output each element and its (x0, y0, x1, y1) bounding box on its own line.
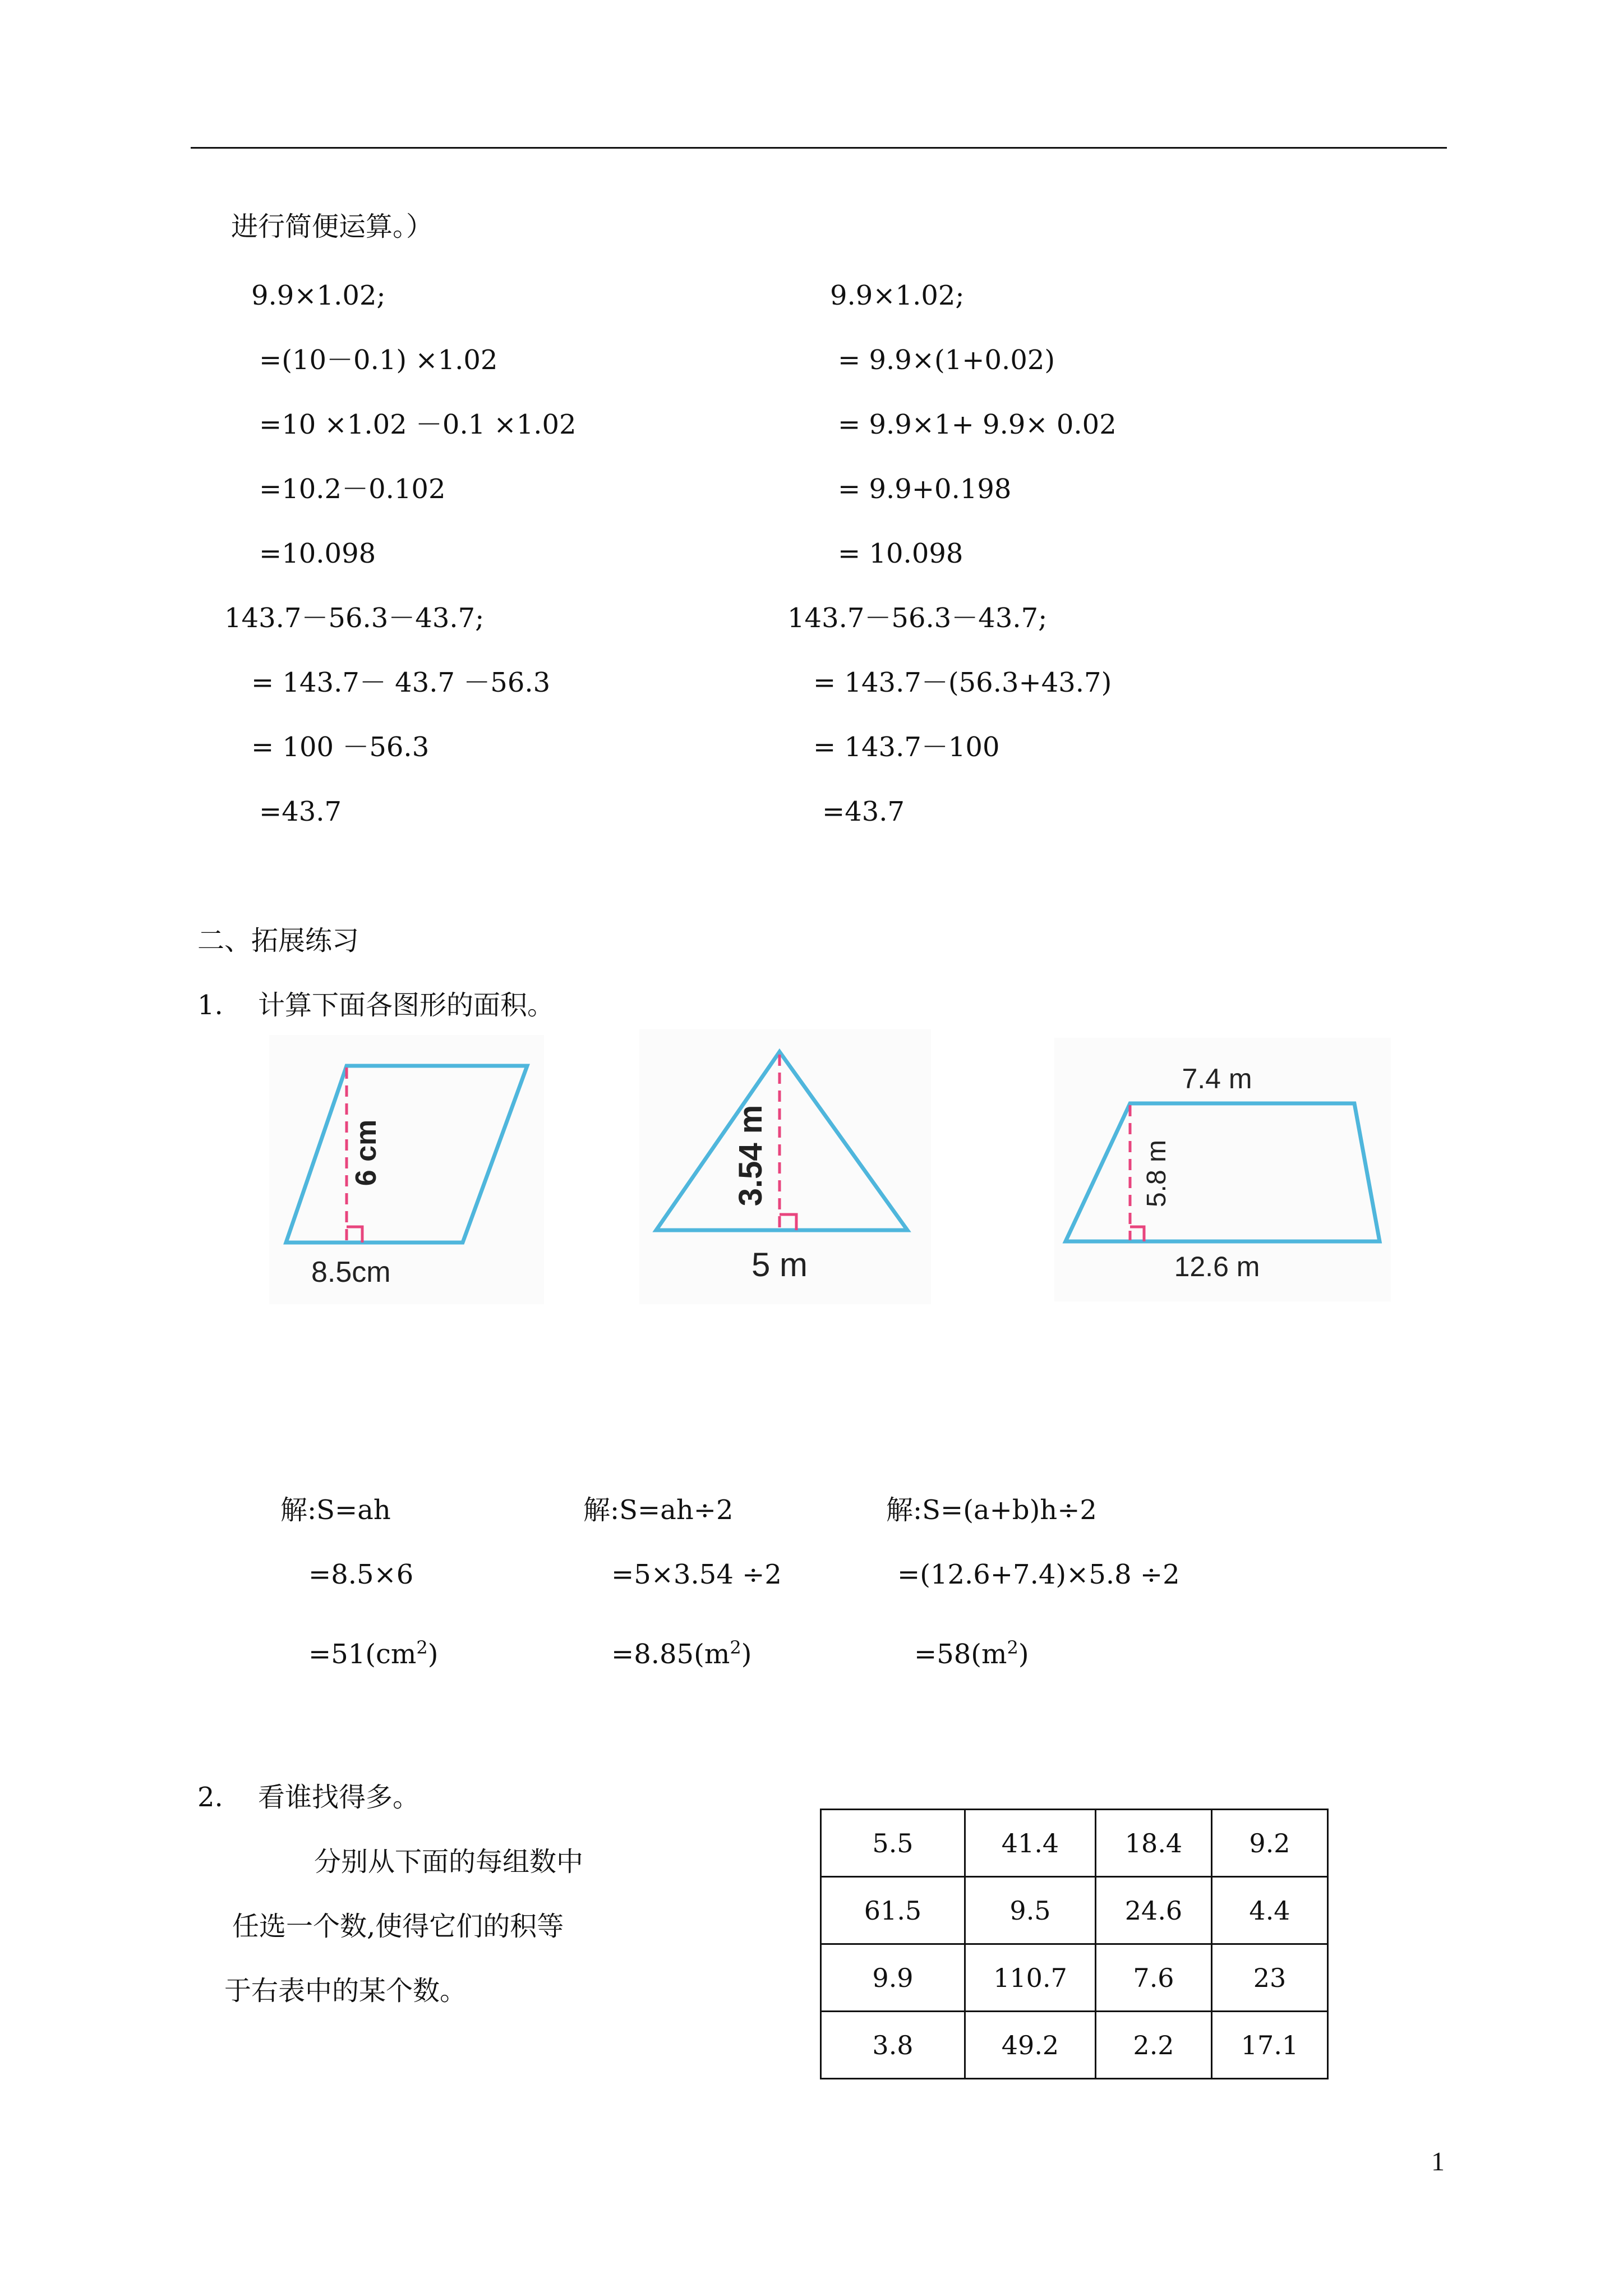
trapezoid-figure (1054, 1038, 1391, 1301)
table-cell: 2.2 (1096, 2012, 1212, 2079)
triangle-base-label: 5 m (751, 1246, 808, 1283)
q1-number: 1. (197, 990, 223, 1021)
table-cell: 9.5 (965, 1877, 1096, 1944)
solution-1-line-3: $=51(cm^2)$ (308, 1637, 439, 1670)
table-cell: 49.2 (965, 2012, 1096, 2079)
table-cell: 9.9 (821, 1944, 965, 2012)
table-cell: 17.1 (1212, 2012, 1328, 2079)
calc-right-line-5: = 10.098 (838, 538, 963, 569)
parallelogram-figure (269, 1035, 544, 1304)
calc-right-line-4: = 9.9+0.198 (838, 473, 1012, 505)
calc-right-line-7: = 143.7－(56.3+43.7) (813, 667, 1112, 698)
table-cell: 7.6 (1096, 1944, 1212, 2012)
table-cell: 3.8 (821, 2012, 965, 2079)
table-cell: 9.2 (1212, 1810, 1328, 1877)
intro-text: 进行简便运算。） (231, 211, 434, 242)
table-cell: 41.4 (965, 1810, 1096, 1877)
solution-2-line-1: 解:S=ah÷2 (583, 1494, 734, 1526)
table-row (821, 1877, 1328, 1944)
calc-left-line-4: =10.2－0.102 (259, 473, 446, 505)
parallelogram-height-label: 6 cm (350, 1119, 382, 1186)
table-cell: 18.4 (1096, 1810, 1212, 1877)
table-cell: 61.5 (821, 1877, 965, 1944)
header-rule (191, 147, 1447, 149)
solution-3-line-1: 解:S=(a+b)h÷2 (886, 1494, 1097, 1526)
trapezoid-height-label: 5.8 m (1142, 1139, 1172, 1208)
solution-2-line-2: =5×3.54 ÷2 (611, 1559, 782, 1590)
solution-2-line-3: $=8.85(m^2)$ (611, 1637, 752, 1670)
table-cell: 5.5 (821, 1810, 965, 1877)
calc-right-line-1: 9.9×1.02; (830, 280, 965, 311)
q2-desc-line-1: 分别从下面的每组数中 (314, 1846, 584, 1878)
solution-1-line-2: =8.5×6 (308, 1559, 414, 1590)
calc-left-line-5: =10.098 (259, 538, 376, 569)
q2-number: 2. (197, 1782, 223, 1813)
q2-text: 看谁找得多。 (258, 1782, 420, 1813)
calc-left-line-6: 143.7－56.3－43.7; (224, 602, 485, 634)
calc-right-line-2: = 9.9×(1+0.02) (838, 344, 1055, 376)
trapezoid-top-label: 7.4 m (1182, 1063, 1252, 1094)
calc-left-line-8: = 100 －56.3 (251, 731, 430, 763)
solution-3-line-2: =(12.6+7.4)×5.8 ÷2 (897, 1559, 1180, 1590)
q2-desc-line-3: 于右表中的某个数。 (224, 1975, 467, 2007)
q1-text: 计算下面各图形的面积。 (258, 990, 555, 1021)
trapezoid-bottom-label: 12.6 m (1174, 1251, 1260, 1282)
calc-right-line-9: =43.7 (822, 796, 905, 827)
page-number: 1 (1431, 2147, 1445, 2177)
calc-left-line-1: 9.9×1.02; (251, 280, 386, 311)
table-cell: 110.7 (965, 1944, 1096, 2012)
table-cell: 4.4 (1212, 1877, 1328, 1944)
q2-desc-line-2: 任选一个数,使得它们的积等 (232, 1911, 564, 1942)
table-cell: 23 (1212, 1944, 1328, 2012)
calc-left-line-7: = 143.7－ 43.7 －56.3 (251, 667, 551, 698)
table-row (821, 1944, 1328, 2012)
solution-1-line-1: 解:S=ah (280, 1494, 391, 1526)
calc-left-line-2: =(10－0.1) ×1.02 (259, 344, 498, 376)
triangle-height-label: 3.54 m (732, 1105, 769, 1207)
calc-right-line-6: 143.7－56.3－43.7; (787, 602, 1048, 634)
table-cell: 24.6 (1096, 1877, 1212, 1944)
calc-right-line-8: = 143.7－100 (813, 731, 1000, 763)
calc-left-line-9: =43.7 (259, 796, 342, 827)
calc-left-line-3: =10 ×1.02 －0.1 ×1.02 (259, 409, 577, 440)
triangle-figure (639, 1029, 931, 1304)
calc-right-line-3: = 9.9×1+ 9.9× 0.02 (838, 409, 1117, 440)
number-table (820, 1809, 1329, 2079)
table-row (821, 1810, 1328, 1877)
section-title: 二、拓展练习 (197, 925, 359, 956)
table-row (821, 2012, 1328, 2079)
parallelogram-base-label: 8.5cm (311, 1256, 391, 1289)
solution-3-line-3: $=58(m^2)$ (914, 1637, 1029, 1670)
